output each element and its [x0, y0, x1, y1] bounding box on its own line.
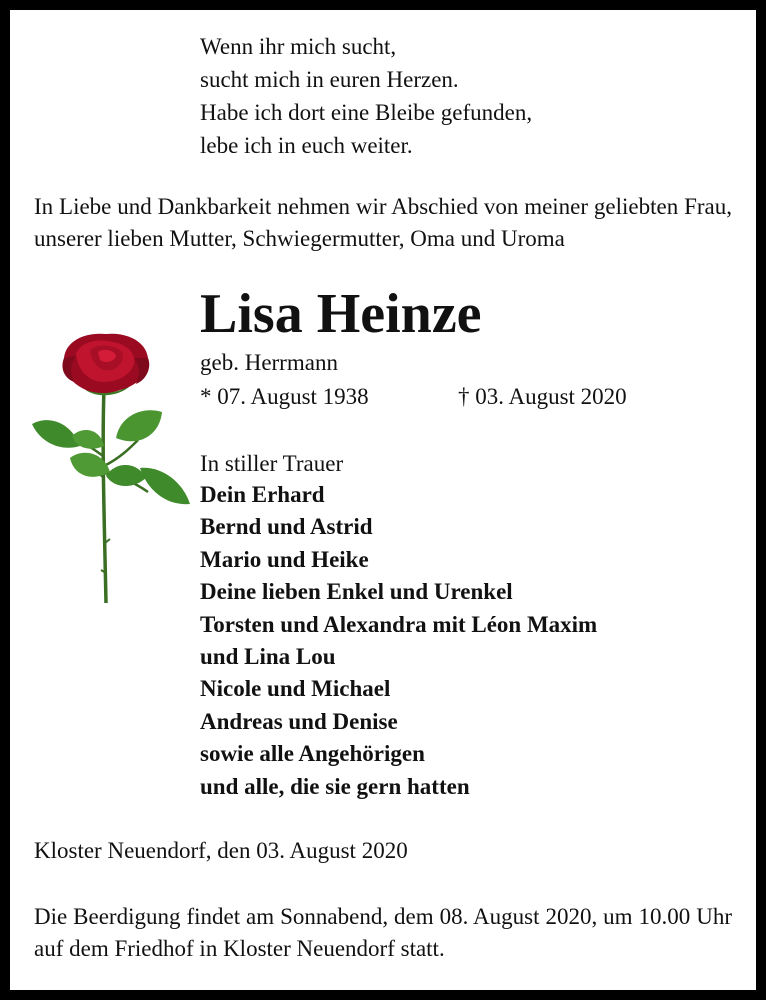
- rose-icon: [20, 328, 190, 608]
- mourning-intro: In stiller Trauer: [200, 451, 344, 476]
- birth-date: * 07. August 1938: [200, 384, 369, 409]
- family-member: und Lina Lou: [200, 644, 336, 670]
- family-member: Andreas und Denise: [200, 708, 398, 734]
- death-date: † 03. August 2020: [458, 384, 627, 409]
- family-member: Deine lieben Enkel und Urenkel: [200, 579, 513, 605]
- deceased-name: Lisa Heinze: [200, 283, 482, 345]
- family-member: Nicole und Michael: [200, 676, 391, 702]
- poem-line: Wenn ihr mich sucht,: [200, 34, 397, 59]
- poem-line: sucht mich in euren Herzen.: [200, 67, 459, 92]
- family-member: sowie alle Angehörigen: [200, 741, 425, 767]
- place-date: Kloster Neuendorf, den 03. August 2020: [34, 838, 408, 863]
- poem: [200, 30, 532, 162]
- intro-text: In Liebe und Dankbarkeit nehmen wir Abschied von meiner geliebten Frau, unserer lieben Mutter, Schwiegermutter, Oma und Uroma: [34, 194, 732, 251]
- obituary-notice: [10, 10, 756, 990]
- poem-line: lebe ich in euch weiter.: [200, 133, 413, 158]
- family-member: Dein Erhard: [200, 482, 325, 507]
- family-list: [200, 479, 597, 803]
- family-member: Torsten und Alexandra mit Léon Maxim: [200, 611, 598, 637]
- maiden-name: geb. Herrmann: [200, 350, 338, 375]
- family-member: Bernd und Astrid: [200, 514, 373, 540]
- family-member: und alle, die sie gern hatten: [200, 773, 470, 799]
- family-member: Mario und Heike: [200, 546, 369, 572]
- funeral-details: Die Beerdigung findet am Sonnabend, dem 08. August 2020, um 10.00 Uhr auf dem Friedhof in Kloster Neuendorf statt.: [34, 904, 732, 961]
- poem-line: Habe ich dort eine Bleibe gefunden,: [200, 100, 533, 125]
